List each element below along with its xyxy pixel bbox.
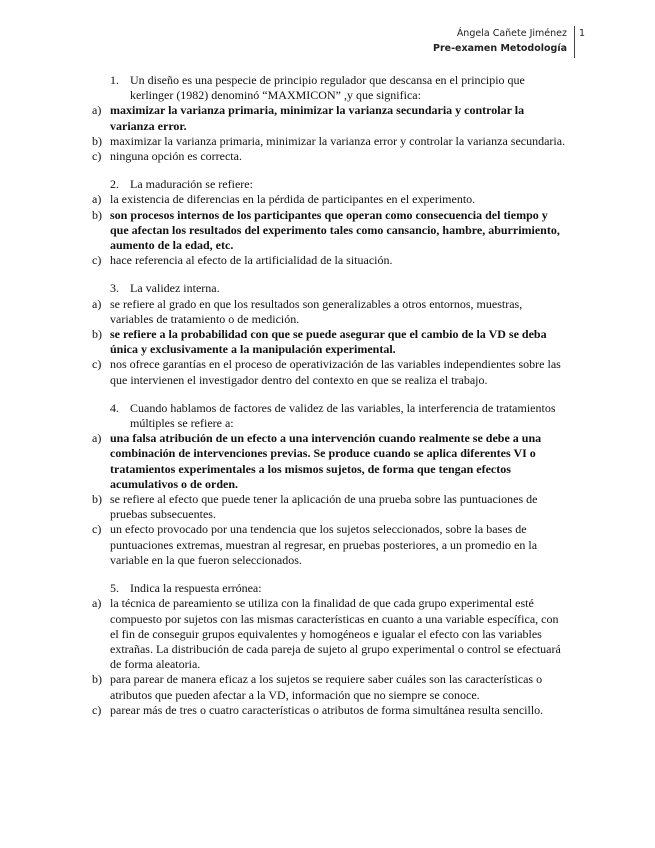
header-divider (574, 26, 575, 58)
option-text: son procesos internos de los participantes que operan como consecuencia del tiempo y que afectan los resultados del experimento tales como cansancio, hambre, aburrimiento, aumento de la edad, etc. (110, 207, 560, 253)
option-text: un efecto provocado por una tendencia que los sujetos seleccionados, sobre la bases de puntuaciones extremas, muestran al regresar, en pruebas posteriores, a un promedio en la variable en la que fueron seleccionados. (110, 522, 538, 567)
option-text: se refiere al efecto que puede tener la aplicación de una prueba sobre las puntuaciones de pruebas subsecuentes. (110, 492, 538, 522)
question-1 (92, 73, 567, 164)
header-text (433, 26, 567, 56)
answer-option-c (92, 357, 567, 387)
option-letter: c) (92, 149, 102, 164)
document-body (92, 73, 567, 731)
question-text: Un diseño es una pespecie de principio regulador que descansa en el principio que kerlinger (1982) denominó “MAXMICON” ,y que significa: (130, 73, 525, 103)
question-stem (92, 281, 567, 296)
header-title: Pre-examen Metodología (433, 43, 567, 54)
answer-option-c (92, 703, 567, 718)
option-text: parear más de tres o cuatro características o atributos de forma simultánea resulta sencillo. (110, 702, 544, 717)
answer-option-b (92, 672, 567, 702)
option-text: se refiere a la probabilidad con que se puede asegurar que el cambio de la VD se deba única y exclusivamente a la manipulación experimental. (110, 327, 547, 357)
answer-option-b (92, 134, 567, 149)
answer-option-c (92, 522, 567, 568)
page-number: 1 (578, 28, 585, 39)
answer-option-b (92, 208, 567, 254)
option-letter: b) (92, 133, 102, 148)
option-text: la existencia de diferencias en la pérdida de participantes en el experimento. (110, 192, 476, 207)
answer-option-c (92, 149, 567, 164)
question-number: 5. (110, 581, 119, 596)
option-letter: a) (92, 431, 102, 446)
option-text: hace referencia al efecto de la artificialidad de la situación. (110, 253, 393, 268)
option-letter: b) (92, 207, 102, 222)
answer-option-a (92, 103, 567, 133)
option-letter: c) (92, 522, 102, 537)
option-text: una falsa atribución de un efecto a una intervención cuando realmente se debe a una combinación de intervenciones previas. Se produce cuando se aplica diferentes VI o tratamientos experimentales a los mismos sujetos, de forma que tengan efectos acumulativos o de orden. (110, 431, 542, 491)
option-text: maximizar la varianza primaria, minimizar la varianza error y controlar la varianza secundaria. (110, 133, 566, 148)
option-letter: c) (92, 253, 102, 268)
question-number: 3. (110, 281, 119, 296)
question-stem (92, 73, 567, 103)
option-letter: c) (92, 702, 102, 717)
question-number: 2. (110, 177, 119, 192)
question-stem (92, 177, 567, 192)
question-stem (92, 401, 567, 431)
answer-option-a (92, 297, 567, 327)
header-author: Ángela Cañete Jiménez (456, 28, 567, 39)
option-text: la técnica de pareamiento se utiliza con la finalidad de que cada grupo experimental esté compuesto por sujetos con las mismas características en cuanto a una variable específica, con el fin de conseguir grupos equivalentes y homogéneos e igualar el efecto con las variables extrañas. La distribución de cada pareja de sujeto al grupo experimental o control se efectuará de forma aleatoria. (110, 596, 561, 672)
option-text: maximizar la varianza primaria, minimizar la varianza secundaria y controlar la varianza error. (110, 103, 525, 133)
question-number: 4. (110, 400, 119, 415)
option-letter: b) (92, 327, 102, 342)
option-letter: a) (92, 103, 102, 118)
answer-option-a (92, 431, 567, 492)
page-header (0, 26, 655, 60)
question-text: La validez interna. (130, 281, 220, 296)
option-letter: b) (92, 672, 102, 687)
answer-option-a (92, 192, 567, 207)
option-letter: a) (92, 596, 102, 611)
option-letter: a) (92, 192, 102, 207)
option-letter: b) (92, 492, 102, 507)
question-5 (92, 581, 567, 718)
answer-option-b (92, 492, 567, 522)
question-stem (92, 581, 567, 596)
question-text: Cuando hablamos de factores de validez de las variables, la interferencia de tratamientos múltiples se refiere a: (130, 400, 556, 431)
question-text: Indica la respuesta errónea: (130, 581, 262, 596)
answer-option-b (92, 327, 567, 357)
option-text: nos ofrece garantías en el proceso de operativización de las variables independientes sobre las que intervienen el investigador dentro del contexto en que se realiza el trabajo. (110, 357, 561, 387)
question-text: La maduración se refiere: (130, 177, 253, 192)
question-3 (92, 281, 567, 387)
answer-option-c (92, 253, 567, 268)
option-letter: a) (92, 296, 102, 311)
question-number: 1. (110, 73, 119, 87)
option-letter: c) (92, 357, 102, 372)
option-text: para parear de manera eficaz a los sujetos se requiere saber cuáles son las características o atributos que pueden afectar a la VD, información que no siempre se conoce. (110, 672, 543, 702)
option-text: ninguna opción es correcta. (110, 149, 242, 164)
question-4 (92, 401, 567, 568)
answer-option-a (92, 596, 567, 672)
question-2 (92, 177, 567, 268)
option-text: se refiere al grado en que los resultados son generalizables a otros entornos, muestras, variables de tratamiento o de medición. (110, 296, 523, 326)
